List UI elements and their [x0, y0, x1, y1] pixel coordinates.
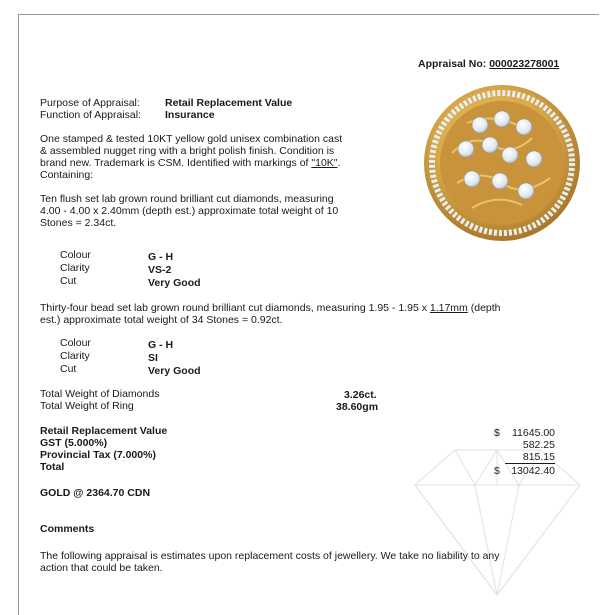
gst-value: 582.25: [522, 439, 555, 451]
comments-heading: Comments: [40, 523, 95, 535]
total-ring-value: 38.60gm: [336, 401, 379, 413]
diamond-watermark-icon: [395, 445, 600, 605]
comments-line: action that could be taken.: [40, 562, 163, 574]
stones2-line: [40, 302, 501, 314]
marking-text: "10K": [311, 157, 338, 169]
ring-photo: [422, 83, 582, 243]
total-diamonds-label: Total Weight of Diamonds: [40, 388, 160, 400]
rrv-label: Retail Replacement Value: [40, 425, 168, 437]
purpose-value: Retail Replacement Value: [165, 97, 293, 109]
stones2-clarity-label: Clarity: [60, 350, 90, 362]
function-value: Insurance: [165, 109, 215, 121]
stones1-colour-label: Colour: [60, 249, 91, 261]
stones2-line: est.) approximate total weight of 34 Stones = 0.92ct.: [40, 314, 283, 326]
stones1-colour-value: G - H: [148, 251, 174, 263]
total-value: 13042.40: [511, 465, 555, 477]
appraisal-number-value: 000023278001: [489, 58, 560, 70]
stones2-clarity-value: SI: [148, 352, 158, 364]
pst-value: 815.15: [522, 451, 555, 463]
stones1-cut-value: Very Good: [148, 277, 201, 289]
description-line: & assembled nugget ring with a bright polish finish. Condition is: [40, 145, 335, 157]
stones1-line: 4.00 - 4.00 x 2.40mm (depth est.) approximate total weight of 10: [40, 205, 339, 217]
rrv-value: 11645.00: [511, 427, 555, 439]
gold-price: GOLD @ 2364.70 CDN: [40, 487, 151, 499]
stones2-colour-value: G - H: [148, 339, 174, 351]
function-label: Function of Appraisal:: [40, 109, 141, 121]
stones1-cut-label: Cut: [60, 275, 77, 287]
description-line: [40, 157, 340, 169]
stones2-text: Thirty-four bead set lab grown round brilliant cut diamonds, measuring 1.95 - 1.95 x: [40, 302, 430, 314]
stones2-colour-label: Colour: [60, 337, 91, 349]
description-line: One stamped & tested 10KT yellow gold unisex combination cast: [40, 133, 343, 145]
stones1-line: Stones = 2.34ct.: [40, 217, 117, 229]
purpose-label: Purpose of Appraisal:: [40, 97, 140, 109]
stones2-depth: 1.17mm: [429, 302, 468, 314]
description-text: .: [337, 157, 341, 169]
total-diamonds-value: 3.26ct.: [344, 389, 377, 401]
stones2-cut-label: Cut: [60, 363, 77, 375]
appraisal-number-label: Appraisal No:: [418, 58, 487, 70]
pst-label: Provincial Tax (7.000%): [40, 449, 156, 461]
stones1-clarity-value: VS-2: [148, 264, 172, 276]
description-line: Containing:: [40, 169, 94, 181]
stones2-text: (depth: [467, 302, 501, 314]
total-ring-label: Total Weight of Ring: [40, 400, 134, 412]
stones2-cut-value: Very Good: [148, 365, 201, 377]
currency-symbol: $: [494, 427, 500, 439]
currency-symbol: $: [494, 465, 500, 477]
appraisal-number: [418, 58, 559, 70]
stones1-clarity-label: Clarity: [60, 262, 90, 274]
stones1-line: Ten flush set lab grown round brilliant cut diamonds, measuring: [40, 193, 334, 205]
gst-label: GST (5.000%): [40, 437, 108, 449]
comments-line: The following appraisal is estimates upon replacement costs of jewellery. We take no liability to any: [40, 550, 500, 562]
total-label: Total: [40, 461, 65, 473]
description-text: brand new. Trademark is CSM. Identified with markings of: [40, 157, 312, 169]
